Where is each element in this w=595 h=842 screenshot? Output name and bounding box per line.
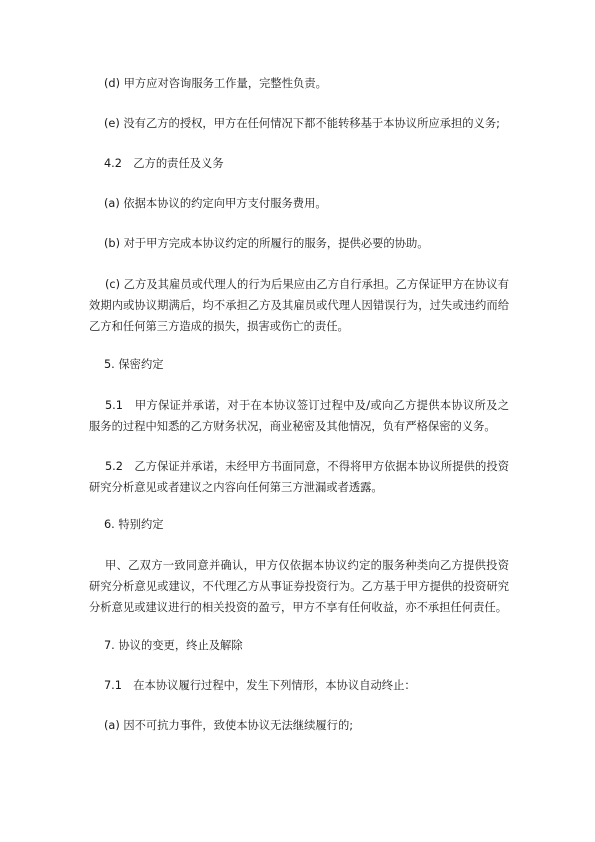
item-4-2-b: (b) 对于甲方完成本协议约定的所履行的服务，提供必要的协助。 bbox=[104, 237, 429, 250]
clause-7-1: 7.1 在本协议履行过程中，发生下列情形，本协议自动终止： bbox=[104, 679, 416, 692]
item-4-2-c: (c) 乙方及其雇员或代理人的行为后果应由乙方自行承担。乙方保证甲方在协议有效期内或协议期满后，均不承担乙方及其雇员或代理人因错误行为，过失或违约而给乙方和任何第三方造成的损失，损害或伤亡的责任。 bbox=[89, 278, 509, 333]
item-4-2-a: (a) 依据本协议的约定向甲方支付服务费用。 bbox=[104, 197, 327, 210]
item-7-1-a: (a) 因不可抗力事件，致使本协议无法继续履行的; bbox=[104, 719, 354, 732]
item-d: (d) 甲方应对咨询服务工作量，完整性负责。 bbox=[104, 77, 327, 90]
clause-6: 甲、乙双方一致同意并确认，甲方仅依据本协议约定的服务种类向乙方提供投资研究分析意见或建议，不代理乙方从事证券投资行为。乙方基于甲方提供的投资研究分析意见或建议进行的相关投资的盈亏，甲方不享有任何收益，亦不承担任何责任。 bbox=[89, 559, 509, 614]
clause-5-1: 5.1 甲方保证并承诺，对于在本协议签订过程中及/或向乙方提供本协议所及之服务的过程中知悉的乙方财务状况，商业秘密及其他情况，负有严格保密的义务。 bbox=[89, 399, 509, 433]
section-7-heading: 7. 协议的变更，终止及解除 bbox=[104, 639, 243, 652]
item-e: (e) 没有乙方的授权，甲方在任何情况下都不能转移基于本协议所应承担的义务; bbox=[104, 117, 500, 130]
clause-5-2: 5.2 乙方保证并承诺，未经甲方书面同意，不得将甲方依据本协议所提供的投资研究分析意见或者建议之内容向任何第三方泄漏或者透露。 bbox=[89, 460, 509, 494]
section-4-2-heading: 4.2 乙方的责任及义务 bbox=[104, 157, 224, 170]
section-5-heading: 5. 保密约定 bbox=[104, 358, 164, 371]
section-6-heading: 6. 特别约定 bbox=[104, 518, 164, 531]
